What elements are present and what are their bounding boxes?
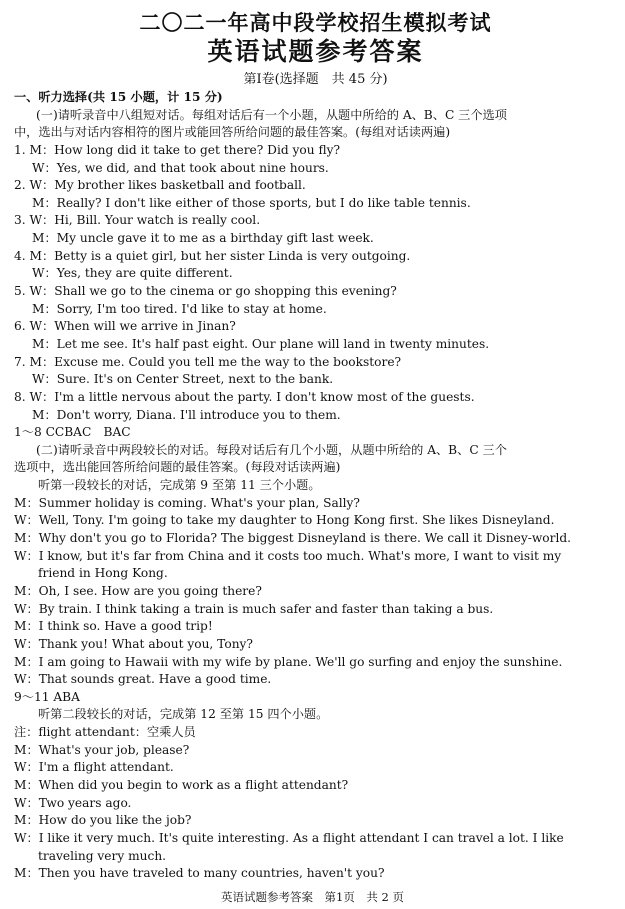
text-line: 3. W：Hi, Bill. Your watch is really cool. xyxy=(14,213,261,228)
section-subtitle: 第Ⅰ卷(选择题 共 45 分) xyxy=(243,72,388,87)
text-line: M：Summer holiday is coming. What's your plan, Sally? xyxy=(14,495,360,510)
text-line: W：That sounds great. Have a good time. xyxy=(14,672,272,687)
text-line: traveling very much. xyxy=(38,848,167,863)
text-line: M：Oh, I see. How are you going there? xyxy=(14,583,262,598)
text-line: M：How do you like the job? xyxy=(14,813,192,828)
text-line: 5. W：Shall we go to the cinema or go shopping this evening? xyxy=(14,284,397,299)
text-line: M：Don't worry, Diana. I'll introduce you to them. xyxy=(32,407,341,422)
text-line: W：Yes, we did, and that took about nine hours. xyxy=(32,160,329,175)
text-line: W：By train. I think taking a train is much safer and faster than taking a bus. xyxy=(14,601,494,616)
text-line: M：Sorry, I'm too tired. I'd like to stay at home. xyxy=(32,301,327,316)
text-line: M：I think so. Have a good trip! xyxy=(14,619,213,634)
text-line: W：Yes, they are quite different. xyxy=(32,266,233,281)
text-line: 1. M：How long did it take to get there? Did you fly? xyxy=(14,142,341,157)
page-footer: 英语试题参考答案 第1页 共 2 页 xyxy=(221,890,404,904)
text-line: 9～11 ABA xyxy=(14,689,80,704)
text-line: 6. W：When will we arrive in Jinan? xyxy=(14,319,236,334)
text-line: W：I like it very much. It's quite interesting. As a flight attendant I can travel a lot. I like xyxy=(14,830,564,845)
text-line: W：Thank you! What about you, Tony? xyxy=(14,636,253,651)
text-line: 2. W：My brother likes basketball and football. xyxy=(14,178,306,193)
text-line: W：Sure. It's on Center Street, next to the bank. xyxy=(32,372,334,387)
text-line: M：What's your job, please? xyxy=(14,742,190,757)
text-line: 选项中，选出能回答所给问题的最佳答案。(每段对话读两遍) xyxy=(14,460,341,475)
text-line: (一)请听录音中八组短对话。每组对话后有一个小题，从题中所给的 A、B、C 三个选项 xyxy=(36,107,507,122)
text-line: M：Really? I don't like either of those sports, but I do like table tennis. xyxy=(32,195,471,210)
text-line: 1～8 CCBAC BAC xyxy=(14,425,131,440)
text-line: W：Two years ago. xyxy=(14,795,132,810)
text-line: M：Then you have traveled to many countries, haven't you? xyxy=(14,866,385,881)
text-line: M：My uncle gave it to me as a birthday gift last week. xyxy=(32,231,374,246)
text-line: M：I am going to Hawaii with my wife by plane. We'll go surfing and enjoy the sunshine. xyxy=(14,654,563,669)
text-line: W：Well, Tony. I'm going to take my daughter to Hong Kong first. She likes Disneyland. xyxy=(14,513,555,528)
text-line: 听第二段较长的对话，完成第 12 至第 15 四个小题。 xyxy=(38,707,329,722)
text-line: 听第一段较长的对话，完成第 9 至第 11 三个小题。 xyxy=(38,478,321,493)
text-line: M：Why don't you go to Florida? The biggest Disneyland is there. We call it Disney-world. xyxy=(14,531,572,546)
text-line: 7. M：Excuse me. Could you tell me the way to the bookstore? xyxy=(14,354,402,369)
text-line: friend in Hong Kong. xyxy=(38,566,168,581)
document-body xyxy=(14,89,617,883)
answer-key-title: 英语试题参考答案 xyxy=(207,37,424,66)
text-line: M：Let me see. It's half past eight. Our plane will land in twenty minutes. xyxy=(32,336,490,351)
text-line: 8. W：I'm a little nervous about the party. I don't know most of the guests. xyxy=(14,389,475,404)
text-line: 注：flight attendant：空乘人员 xyxy=(14,725,196,740)
text-line: 4. M：Betty is a quiet girl, but her sister Linda is very outgoing. xyxy=(14,248,411,263)
text-line: W：I know, but it's far from China and it costs too much. What's more, I want to visit my xyxy=(14,548,562,563)
text-line: 一、听力选择(共 15 小题，计 15 分) xyxy=(14,90,223,104)
exam-title: 二〇二一年高中段学校招生模拟考试 xyxy=(139,10,492,35)
text-line: M：When did you begin to work as a flight attendant? xyxy=(14,777,349,792)
text-line: W：I'm a flight attendant. xyxy=(14,760,174,775)
text-line: 中，选出与对话内容相符的图片或能回答所给问题的最佳答案。(每组对话读两遍) xyxy=(14,125,451,140)
text-line: (二)请听录音中两段较长的对话。每段对话后有几个小题，从题中所给的 A、B、C 三个 xyxy=(36,442,507,457)
